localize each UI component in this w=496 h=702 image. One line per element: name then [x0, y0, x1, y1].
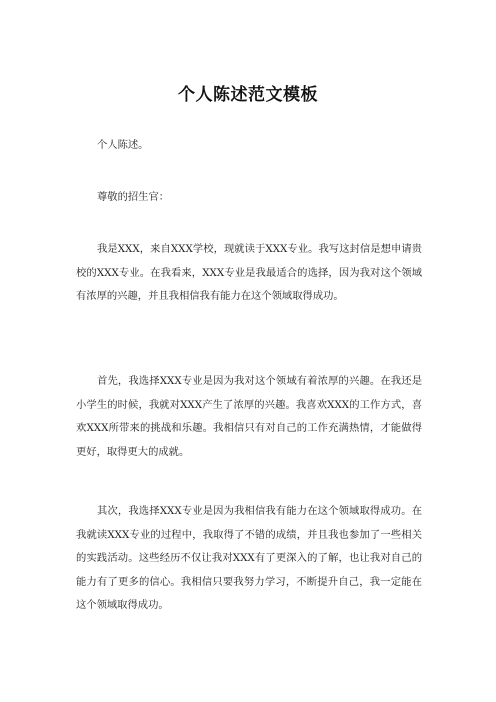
paragraph-interest: 首先，我选择XXX专业是因为我对这个领域有着浓厚的兴趣。在我还是小学生的时候，我就对XXX产生了浓厚的兴趣。我喜欢XXX的工作方式，喜欢XXX所带来的挑战和乐趣。我相信只有对自己的工作充满热情，才能做得更好，取得更大的成就。	[76, 375, 422, 458]
paragraph-salutation: 尊敬的招生官：	[97, 191, 170, 203]
paragraph-heading-line: 个人陈述。	[97, 139, 149, 151]
document-title: 个人陈述范文模板	[178, 85, 318, 105]
paragraph-introduction: 我是XXX，来自XXX学校，现就读于XXX专业。我写这封信是想申请贵校的XXX专业。在我看来，XXX专业是我最适合的选择，因为我对这个领域有浓厚的兴趣，并且我相信我有能力在这个领域取得成功。	[76, 243, 422, 302]
paragraph-ability: 其次，我选择XXX专业是因为我相信我有能力在这个领域取得成功。在我就读XXX专业的过程中，我取得了不错的成绩，并且我也参加了一些相关的实践活动。这些经历不仅让我对XXX有了更深入的了解，也让我对自己的能力有了更多的信心。我相信只要我努力学习，不断提升自己，我一定能在这个领域取得成功。	[76, 505, 422, 611]
